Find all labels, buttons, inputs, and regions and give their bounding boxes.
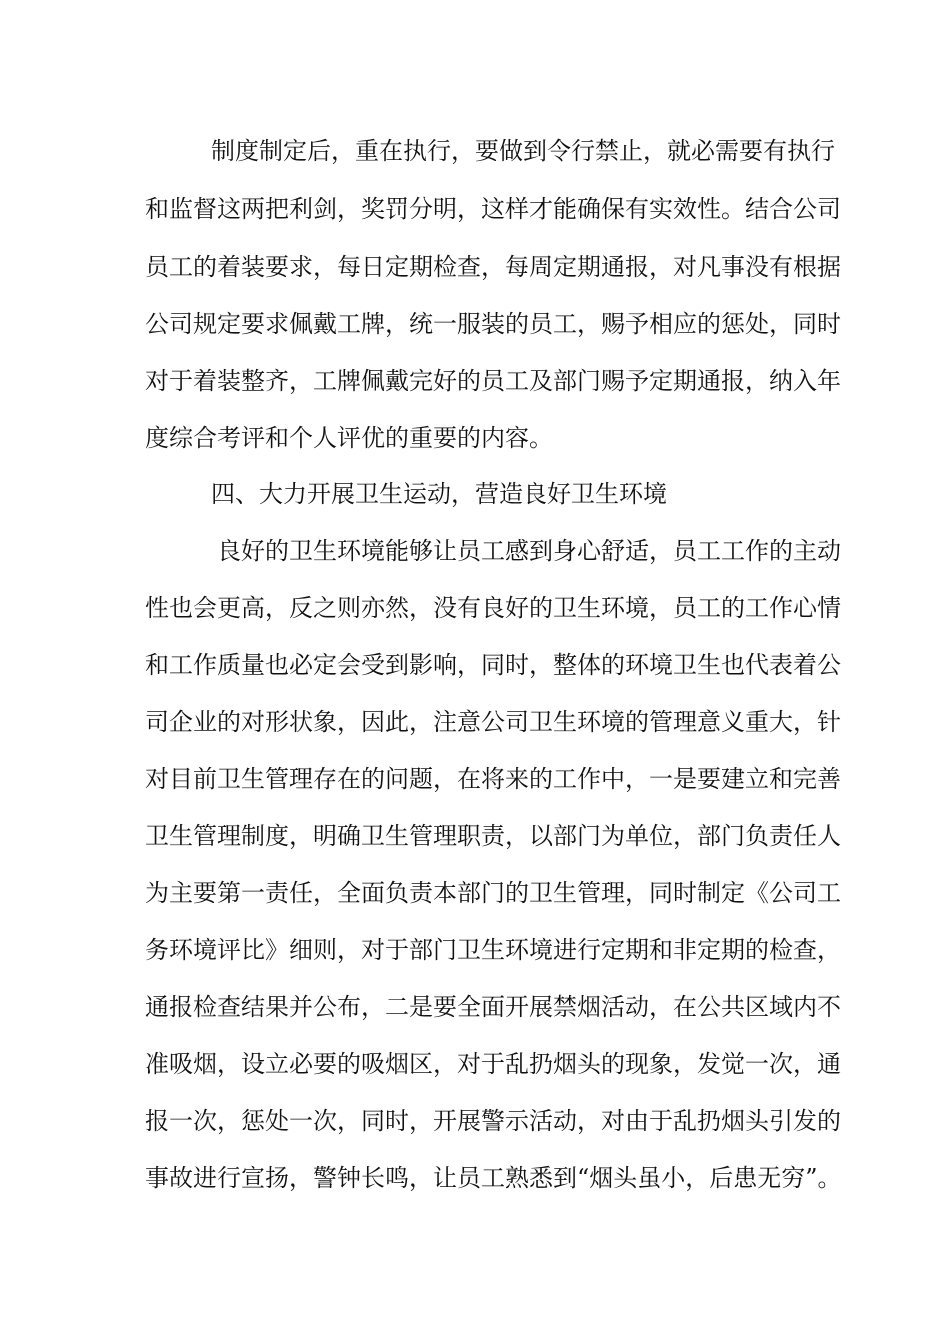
- paragraph-line-2: 和监督这两把利剑，奖罚分明，这样才能确保有实效性。结合公司: [145, 195, 841, 223]
- paragraph-line-8: 良好的卫生环境能够让员工感到身心舒适，员工工作的主动: [217, 537, 841, 565]
- paragraph-line-9: 性也会更高，反之则亦然，没有良好的卫生环境，员工的工作心情: [145, 594, 841, 622]
- paragraph-line-17: 准吸烟，设立必要的吸烟区，对于乱扔烟头的现象，发觉一次，通: [145, 1050, 841, 1078]
- paragraph-line-12: 对目前卫生管理存在的问题，在将来的工作中，一是要建立和完善: [145, 765, 841, 793]
- paragraph-line-6: 度综合考评和个人评优的重要的内容。: [145, 424, 553, 452]
- paragraph-line-16: 通报检查结果并公布，二是要全面开展禁烟活动，在公共区域内不: [145, 993, 841, 1021]
- paragraph-line-1: 制度制定后，重在执行，要做到令行禁止，就必需要有执行: [211, 137, 835, 165]
- paragraph-line-10: 和工作质量也必定会受到影响，同时，整体的环境卫生也代表着公: [145, 651, 841, 679]
- paragraph-line-15: 务环境评比》细则，对于部门卫生环境进行定期和非定期的检查，: [145, 936, 841, 964]
- paragraph-line-4: 公司规定要求佩戴工牌，统一服装的员工，赐予相应的惩处，同时: [145, 310, 841, 338]
- paragraph-line-19: 事故进行宣扬，警钟长鸣，让员工熟悉到“烟头虽小，后患无穷”。: [145, 1164, 842, 1192]
- paragraph-line-3: 员工的着装要求，每日定期检查，每周定期通报，对凡事没有根据: [145, 253, 841, 281]
- paragraph-line-13: 卫生管理制度，明确卫生管理职责，以部门为单位，部门负责任人: [145, 822, 841, 850]
- paragraph-line-11: 司企业的对形状象，因此，注意公司卫生环境的管理意义重大，针: [145, 708, 841, 736]
- paragraph-line-14: 为主要第一责任，全面负责本部门的卫生管理，同时制定《公司工: [145, 879, 841, 907]
- section-heading: 四、大力开展卫生运动，营造良好卫生环境: [211, 480, 667, 508]
- paragraph-line-5: 对于着装整齐，工牌佩戴完好的员工及部门赐予定期通报，纳入年: [145, 367, 841, 395]
- paragraph-line-18: 报一次，惩处一次，同时，开展警示活动，对由于乱扔烟头引发的: [145, 1107, 841, 1135]
